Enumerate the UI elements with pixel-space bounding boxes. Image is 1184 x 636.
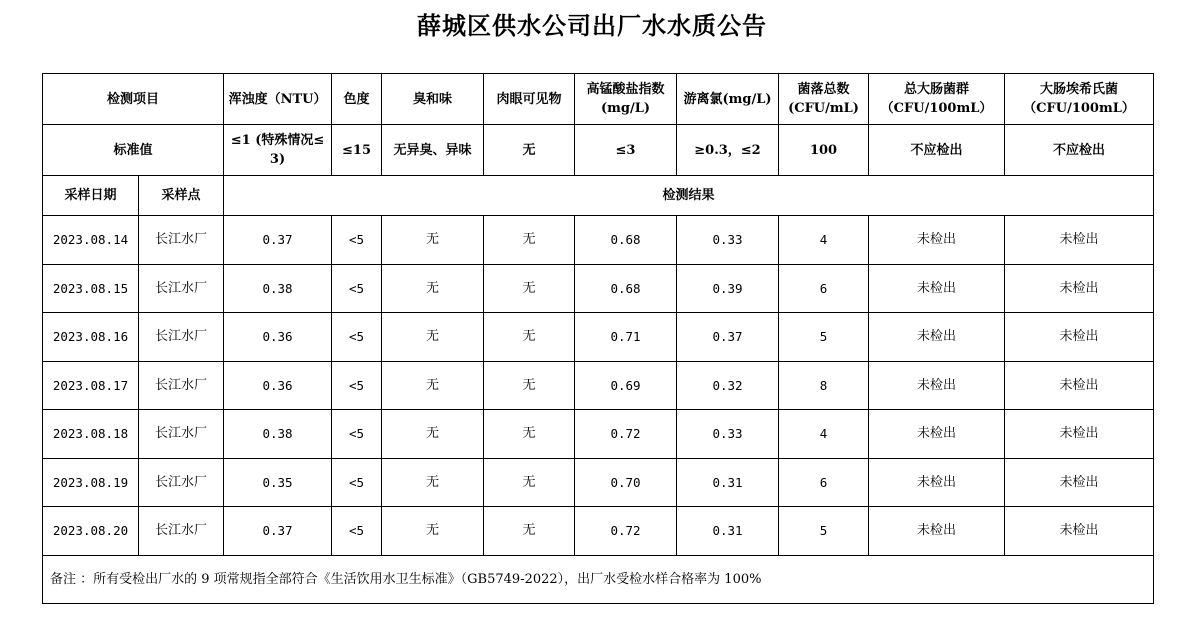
cell-colony: 4	[779, 410, 869, 459]
header-permanganate-line2: (mg/L)	[600, 101, 651, 116]
cell-turbidity: 0.38	[224, 264, 332, 313]
standard-color: ≤15	[332, 125, 382, 176]
cell-permanganate: 0.70	[575, 458, 677, 507]
table-row	[43, 264, 1154, 313]
cell-ecoli: 未检出	[1005, 507, 1154, 556]
cell-site: 长江水厂	[139, 410, 224, 459]
cell-odor: 无	[382, 216, 484, 265]
cell-ecoli: 未检出	[1005, 410, 1154, 459]
cell-ecoli: 未检出	[1005, 458, 1154, 507]
standard-permanganate: ≤3	[575, 125, 677, 176]
cell-coliform: 未检出	[869, 507, 1005, 556]
cell-colony: 4	[779, 216, 869, 265]
subheader-row	[43, 176, 1154, 216]
header-ecoli	[1005, 74, 1154, 125]
cell-odor: 无	[382, 361, 484, 410]
cell-colony: 6	[779, 264, 869, 313]
cell-date: 2023.08.20	[43, 507, 139, 556]
cell-coliform: 未检出	[869, 361, 1005, 410]
cell-coliform: 未检出	[869, 410, 1005, 459]
header-visible: 肉眼可见物	[484, 74, 575, 125]
cell-date: 2023.08.14	[43, 216, 139, 265]
cell-date: 2023.08.16	[43, 313, 139, 362]
page-title: 薛城区供水公司出厂水水质公告	[417, 11, 767, 40]
cell-coliform: 未检出	[869, 216, 1005, 265]
cell-chlorine: 0.31	[677, 458, 779, 507]
header-coliform	[869, 74, 1005, 125]
cell-chlorine: 0.37	[677, 313, 779, 362]
cell-colony: 5	[779, 313, 869, 362]
header-odor: 臭和味	[382, 74, 484, 125]
header-row	[43, 74, 1154, 125]
table-row	[43, 313, 1154, 362]
standard-coliform: 不应检出	[869, 125, 1005, 176]
header-colony	[779, 74, 869, 125]
table-row	[43, 216, 1154, 265]
cell-site: 长江水厂	[139, 313, 224, 362]
header-colony-line1: 菌落总数	[797, 82, 850, 97]
header-color: 色度	[332, 74, 382, 125]
cell-visible: 无	[484, 313, 575, 362]
cell-chlorine: 0.39	[677, 264, 779, 313]
cell-odor: 无	[382, 264, 484, 313]
header-permanganate	[575, 74, 677, 125]
cell-colony: 6	[779, 458, 869, 507]
subheader-date: 采样日期	[43, 176, 139, 216]
cell-visible: 无	[484, 507, 575, 556]
header-item: 检测项目	[43, 74, 224, 125]
cell-color: <5	[332, 313, 382, 362]
standard-turbidity-line1: ≤1 (特殊情况≤	[230, 133, 325, 148]
table-row	[43, 361, 1154, 410]
cell-chlorine: 0.31	[677, 507, 779, 556]
header-ecoli-line1: 大肠埃希氏菌	[1040, 82, 1119, 97]
subheader-results: 检测结果	[224, 176, 1154, 216]
cell-ecoli: 未检出	[1005, 264, 1154, 313]
cell-turbidity: 0.36	[224, 361, 332, 410]
cell-chlorine: 0.32	[677, 361, 779, 410]
cell-ecoli: 未检出	[1005, 361, 1154, 410]
subheader-site: 采样点	[139, 176, 224, 216]
cell-visible: 无	[484, 361, 575, 410]
cell-permanganate: 0.72	[575, 507, 677, 556]
note-row	[43, 555, 1154, 603]
cell-odor: 无	[382, 458, 484, 507]
standard-ecoli: 不应检出	[1005, 125, 1154, 176]
cell-visible: 无	[484, 264, 575, 313]
standard-turbidity-line2: 3)	[269, 152, 286, 167]
cell-date: 2023.08.17	[43, 361, 139, 410]
cell-turbidity: 0.37	[224, 507, 332, 556]
cell-visible: 无	[484, 410, 575, 459]
header-coliform-line2: （CFU/100mL）	[880, 101, 993, 116]
cell-color: <5	[332, 216, 382, 265]
header-chlorine: 游离氯(mg/L)	[677, 74, 779, 125]
cell-coliform: 未检出	[869, 458, 1005, 507]
header-permanganate-line1: 高锰酸盐指数	[586, 82, 665, 97]
cell-permanganate: 0.68	[575, 216, 677, 265]
cell-site: 长江水厂	[139, 458, 224, 507]
cell-odor: 无	[382, 410, 484, 459]
cell-ecoli: 未检出	[1005, 313, 1154, 362]
table-row	[43, 507, 1154, 556]
cell-turbidity: 0.35	[224, 458, 332, 507]
cell-date: 2023.08.18	[43, 410, 139, 459]
cell-coliform: 未检出	[869, 264, 1005, 313]
cell-chlorine: 0.33	[677, 216, 779, 265]
cell-color: <5	[332, 264, 382, 313]
cell-permanganate: 0.69	[575, 361, 677, 410]
cell-site: 长江水厂	[139, 264, 224, 313]
cell-odor: 无	[382, 507, 484, 556]
cell-permanganate: 0.71	[575, 313, 677, 362]
cell-odor: 无	[382, 313, 484, 362]
cell-coliform: 未检出	[869, 313, 1005, 362]
cell-site: 长江水厂	[139, 216, 224, 265]
cell-date: 2023.08.15	[43, 264, 139, 313]
header-coliform-line1: 总大肠菌群	[904, 82, 970, 97]
cell-chlorine: 0.33	[677, 410, 779, 459]
header-colony-line2: (CFU/mL)	[788, 101, 859, 116]
cell-colony: 5	[779, 507, 869, 556]
cell-date: 2023.08.19	[43, 458, 139, 507]
cell-permanganate: 0.72	[575, 410, 677, 459]
cell-color: <5	[332, 507, 382, 556]
cell-turbidity: 0.38	[224, 410, 332, 459]
header-ecoli-line2: （CFU/100mL）	[1023, 101, 1135, 116]
standard-turbidity	[224, 125, 332, 176]
cell-color: <5	[332, 410, 382, 459]
cell-visible: 无	[484, 216, 575, 265]
cell-permanganate: 0.68	[575, 264, 677, 313]
cell-site: 长江水厂	[139, 361, 224, 410]
cell-site: 长江水厂	[139, 507, 224, 556]
cell-color: <5	[332, 458, 382, 507]
standard-chlorine: ≥0.3，≤2	[677, 125, 779, 176]
standard-row	[43, 125, 1154, 176]
cell-turbidity: 0.37	[224, 216, 332, 265]
cell-ecoli: 未检出	[1005, 216, 1154, 265]
water-quality-table	[42, 73, 1154, 604]
cell-colony: 8	[779, 361, 869, 410]
standard-colony: 100	[779, 125, 869, 176]
table-row	[43, 458, 1154, 507]
note-text: 备注 ：所有受检出厂水的 9 项常规指全部符合《生活饮用水卫生标准》（GB5749-2022），出厂水受检水样合格率为 100%	[43, 555, 1154, 603]
cell-visible: 无	[484, 458, 575, 507]
table-row	[43, 410, 1154, 459]
cell-turbidity: 0.36	[224, 313, 332, 362]
header-turbidity: 浑浊度（NTU）	[224, 74, 332, 125]
standard-visible: 无	[484, 125, 575, 176]
cell-color: <5	[332, 361, 382, 410]
standard-odor: 无异臭、异味	[382, 125, 484, 176]
standard-label: 标准值	[43, 125, 224, 176]
